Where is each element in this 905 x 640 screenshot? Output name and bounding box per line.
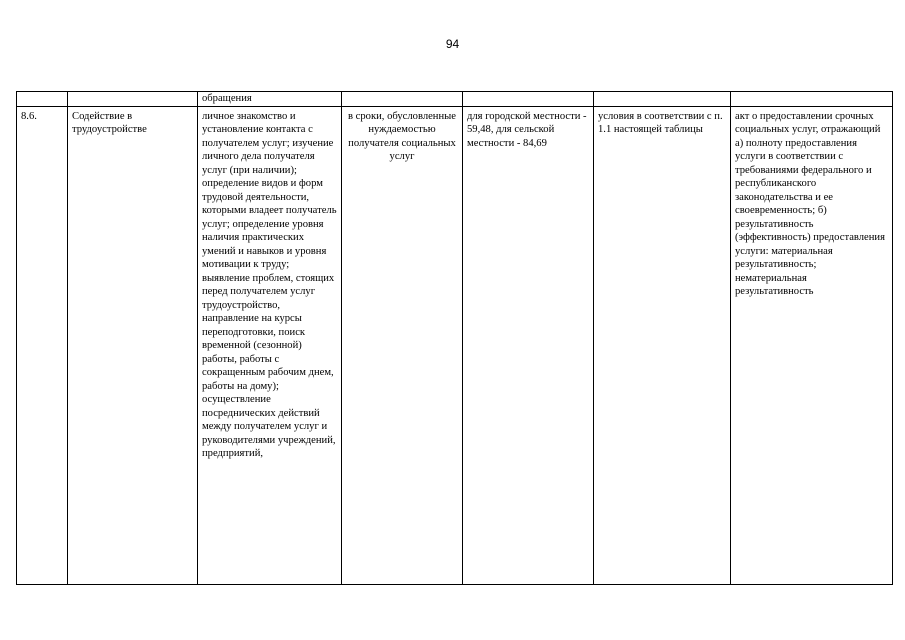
page-number: 94	[445, 37, 460, 51]
continuation-cell-evaluation	[731, 92, 893, 107]
row-number-cell: 8.6.	[17, 106, 68, 584]
service-name-cell: Содействие в трудоустройстве	[68, 106, 198, 584]
continuation-cell-tariff	[463, 92, 594, 107]
service-tariff-cell: для городской местности - 59,48, для сельской местности - 84,69	[463, 106, 594, 584]
services-table	[16, 91, 893, 585]
table-row	[17, 106, 893, 584]
continuation-cell-name	[68, 92, 198, 107]
continuation-row	[17, 92, 893, 107]
service-content-cell: личное знакомство и установление контакта с получателем услуг; изучение личного дела получателя услуг (при наличии); определение видов и форм трудовой деятельности, которыми владеет получатель услуг; определение уровня наличия практических умений и навыков и уровня мотивации к труду; выявление проблем, стоящих перед получателем услуг трудоустройство, направление на курсы переподготовки, поиск временной (сезонной) работы, работы с сокращенным рабочим днем, работы на дому); осуществление посреднических действий между получателем услуг и руководителями учреждений, предприятий,	[198, 106, 342, 584]
continuation-cell-number	[17, 92, 68, 107]
continuation-cell-timing	[342, 92, 463, 107]
service-conditions-cell: условия в соответствии с п. 1.1 настоящей таблицы	[594, 106, 731, 584]
service-evaluation-cell: акт о предоставлении срочных социальных услуг, отражающий а) полноту предоставления услуги в соответствии с требованиями федерального и республиканского законодательства и ее своевременность; б) результативность (эффективность) предоставления услуги: материальная результативность; нематериальная результативность	[731, 106, 893, 584]
continuation-cell-conditions	[594, 92, 731, 107]
service-timing-cell: в сроки, обусловленные нуждаемостью получателя социальных услуг	[342, 106, 463, 584]
continuation-cell-content: обращения	[198, 92, 342, 107]
